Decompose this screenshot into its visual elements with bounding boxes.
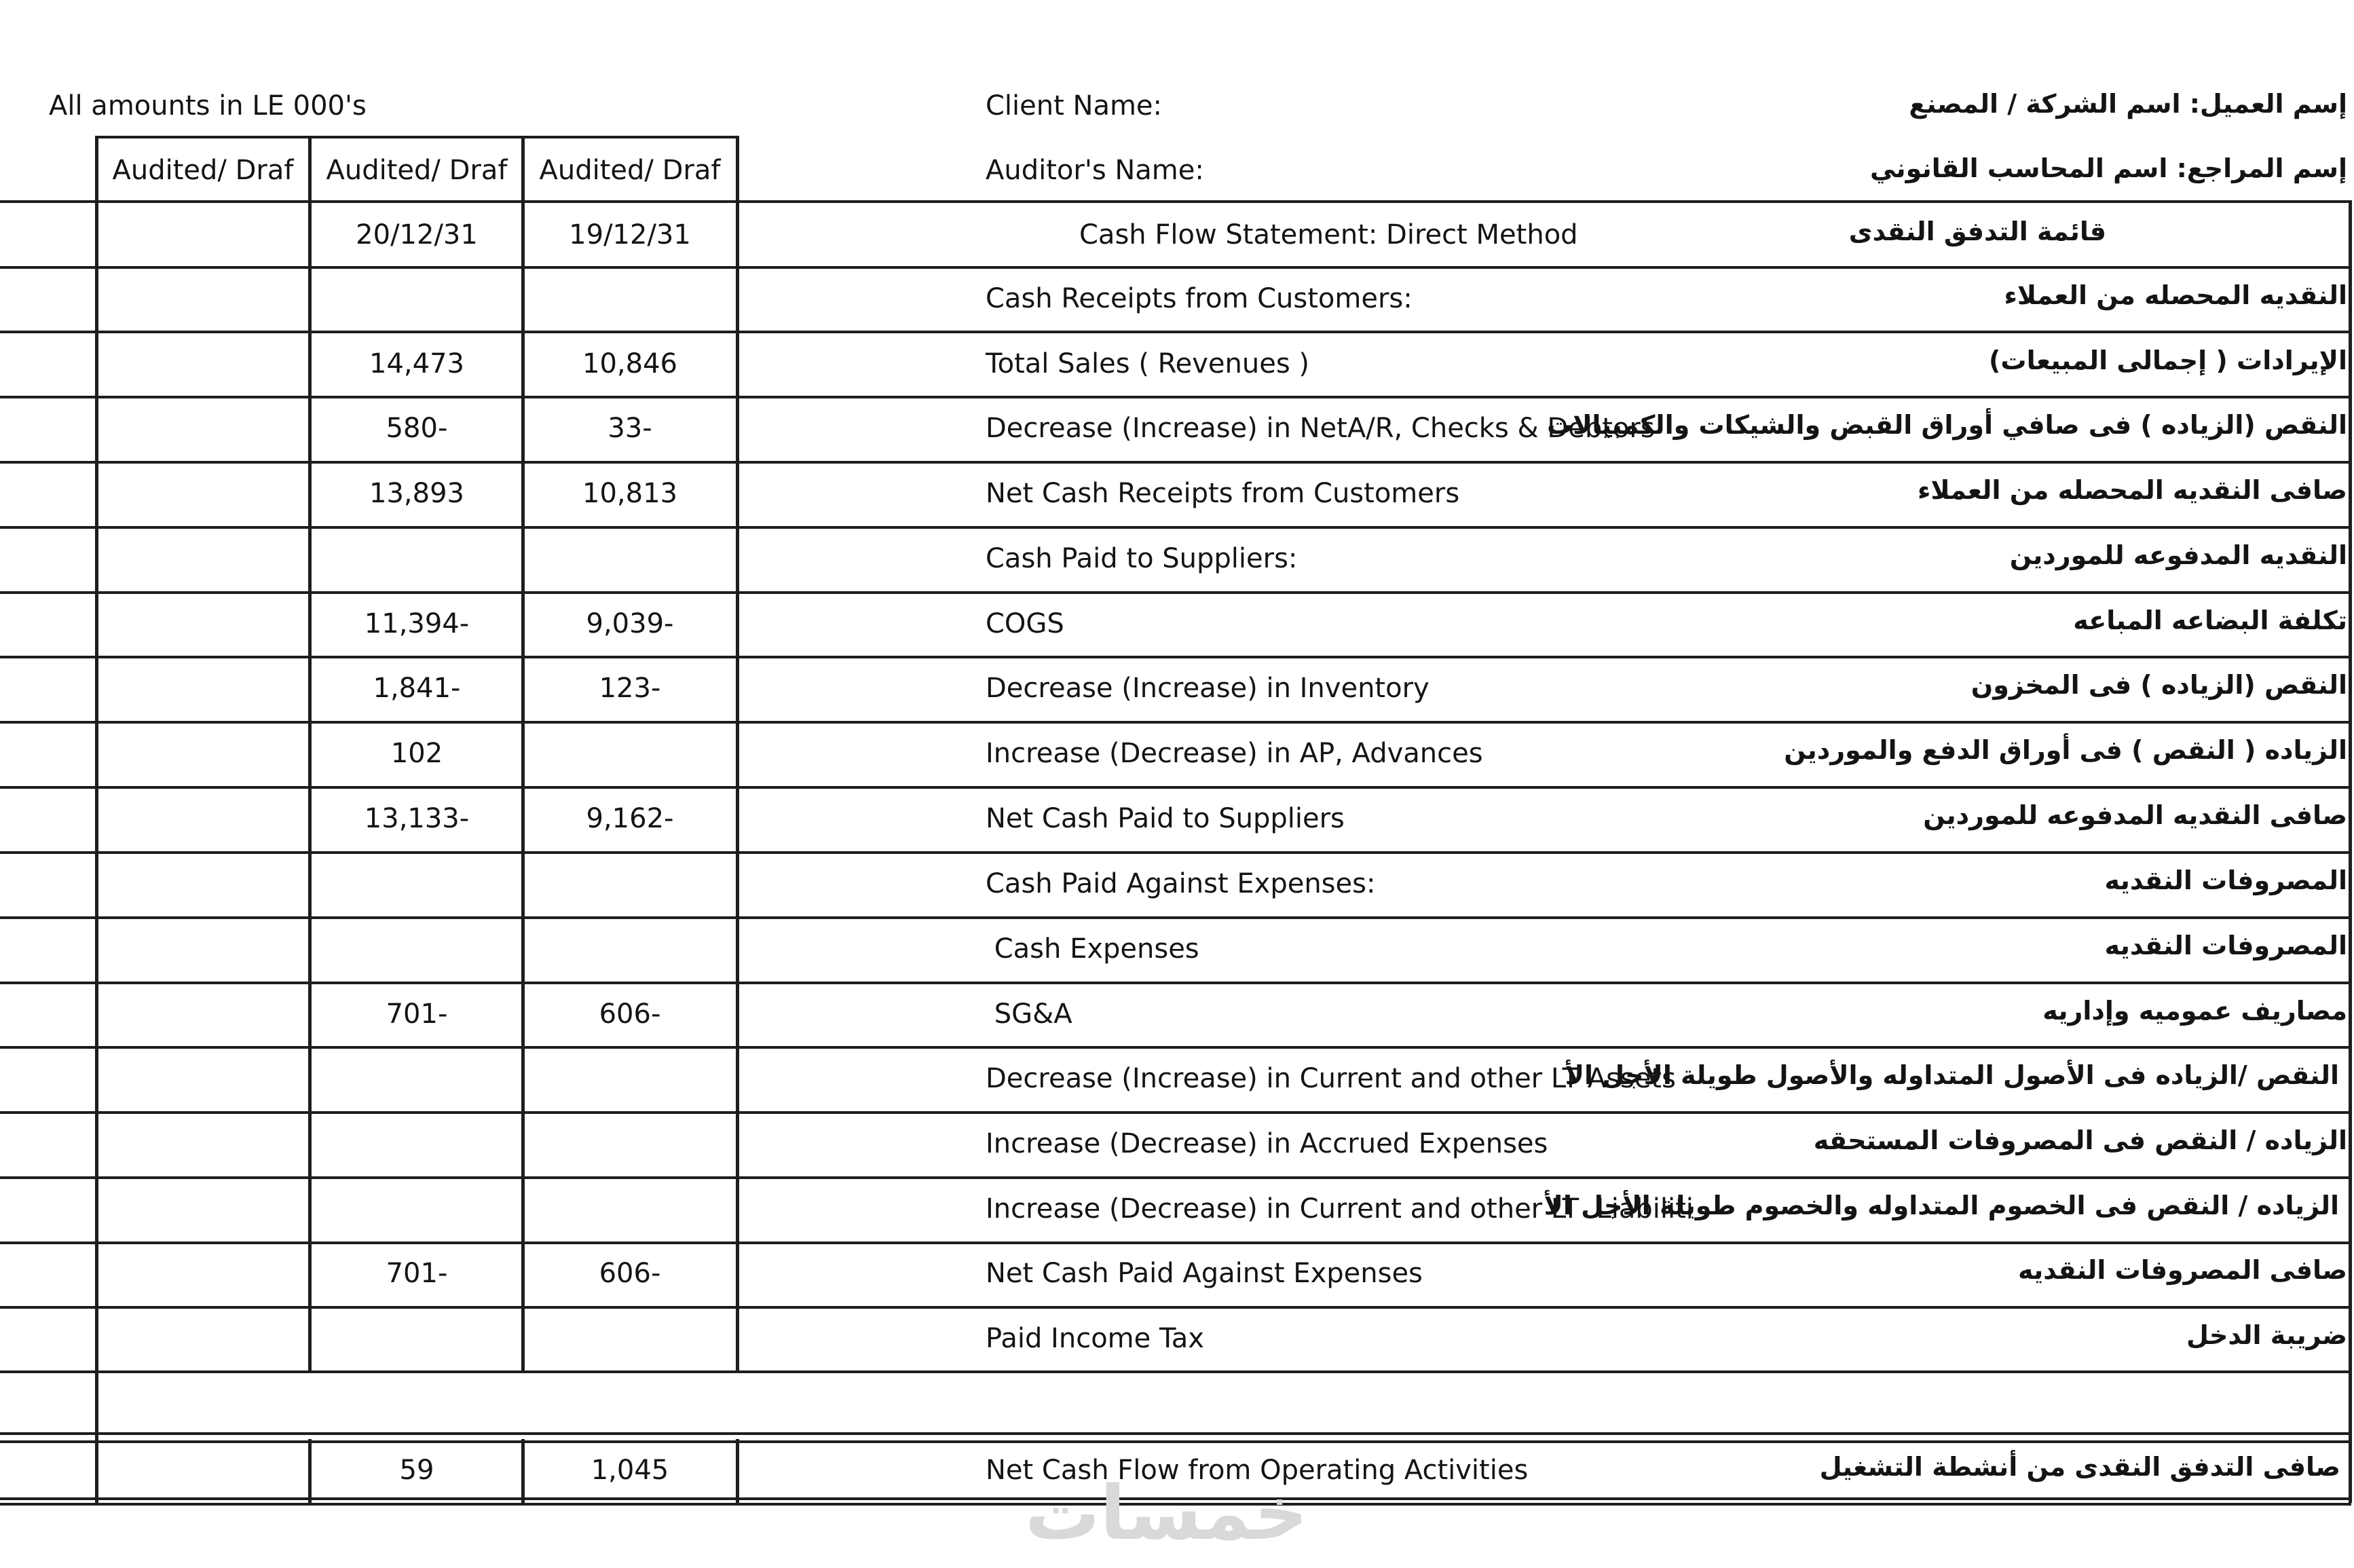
row-2020-value: 13,893 (369, 478, 464, 509)
row-2020-value: 13,133- (364, 803, 470, 834)
row-label-ar: مصاريف عموميه وإداريه (2042, 996, 2347, 1026)
row-2020-value: 701- (386, 998, 448, 1030)
grid-line-horizontal (0, 1111, 2351, 1114)
grid-line-vertical (308, 136, 312, 1373)
row-label-ar: الإيرادات ( إجمالى المبيعات) (1989, 346, 2347, 375)
grid-line-horizontal (0, 461, 2351, 464)
grid-line-horizontal (95, 136, 737, 138)
row-label-ar: النقديه المحصله من العملاء (2004, 280, 2347, 310)
total-2020-value: 59 (399, 1455, 434, 1486)
row-label: Decrease (Increase) in Current and other LT Assets (986, 1063, 1676, 1094)
row-label: Decrease (Increase) in NetA/R, Checks & Debtors (986, 413, 1655, 444)
row-label: Cash Paid Against Expenses: (986, 868, 1376, 899)
grid-line-horizontal (0, 1306, 2351, 1309)
row-label: Decrease (Increase) in Inventory (986, 673, 1430, 704)
row-label: Paid Income Tax (986, 1323, 1204, 1354)
watermark: خمسات (1025, 1470, 1308, 1556)
row-label-ar: صافى النقديه المدفوعه للموردين (1923, 800, 2347, 830)
row-label: Increase (Decrease) in Accrued Expenses (986, 1128, 1548, 1159)
statement-title: Cash Flow Statement: Direct Method (1079, 219, 1578, 250)
row-label: Cash Expenses (986, 933, 1199, 965)
row-label-ar: الزياده / النقص فى المصروفات المستحقه (1813, 1125, 2347, 1155)
grid-line-horizontal (0, 982, 2351, 984)
row-2019-value: 123- (599, 673, 661, 704)
row-label-ar: المصروفات النقديه (2104, 931, 2347, 960)
auditor-name-label-ar: إسم المراجع: اسم المحاسب القانوني (1869, 153, 2347, 183)
total-label: Net Cash Flow from Operating Activities (986, 1455, 1529, 1486)
grid-line-horizontal (0, 200, 2351, 203)
grid-line-vertical (2349, 200, 2352, 1503)
grid-line-horizontal (0, 266, 2351, 269)
row-label: Net Cash Paid Against Expenses (986, 1258, 1423, 1289)
row-label: COGS (986, 608, 1064, 639)
row-2019-value: 606- (599, 1258, 661, 1289)
row-2020-value: 14,473 (369, 348, 464, 379)
row-label: Net Cash Receipts from Customers (986, 478, 1460, 509)
grid-line-vertical (521, 1439, 525, 1503)
row-2019-value: 33- (608, 413, 652, 444)
row-label-ar: تكلفة البضاعه المباعه (2073, 605, 2347, 635)
row-label-ar: النقص /الزياده فى الأصول المتداوله والأصول طويلة الأجل الأ (1565, 1060, 2339, 1090)
grid-line-vertical (736, 136, 739, 1373)
grid-line-horizontal (0, 1370, 2351, 1373)
grid-line-horizontal (0, 396, 2351, 398)
row-label: Increase (Decrease) in Current and other LT Liabiliti (986, 1193, 1694, 1225)
column-date-2020: 20/12/31 (356, 219, 478, 250)
row-label-ar: النقص (الزياده ) فى صافي أوراق القبض والشيكات والكمبيالات (1546, 410, 2347, 440)
grid-line-horizontal (0, 1432, 2351, 1435)
row-2019-value: 10,813 (582, 478, 677, 509)
grid-line-vertical (95, 136, 98, 1503)
row-2020-value: 580- (386, 413, 448, 444)
grid-line-horizontal (0, 786, 2351, 789)
row-2020-value: 102 (390, 738, 443, 769)
row-label-ar: صافى النقديه المحصله من العملاء (1917, 475, 2347, 505)
statement-title-ar: قائمة التدفق النقدى (1848, 217, 2106, 246)
total-label-ar: صافى التدفق النقدى من أنشطة التشغيل (1819, 1452, 2340, 1482)
grid-line-horizontal (0, 1046, 2351, 1049)
row-2020-value: 701- (386, 1258, 448, 1289)
row-label: Total Sales ( Revenues ) (986, 348, 1309, 379)
total-2019-value: 1,045 (591, 1455, 669, 1486)
grid-line-horizontal (0, 1440, 2351, 1443)
row-label-ar: المصروفات النقديه (2104, 865, 2347, 895)
row-label: Cash Paid to Suppliers: (986, 543, 1298, 574)
column-status-header: Audited/ Draf (112, 155, 294, 186)
row-label-ar: ضريبة الدخل (2186, 1320, 2347, 1350)
grid-line-horizontal (0, 656, 2351, 658)
row-label: Net Cash Paid to Suppliers (986, 803, 1345, 834)
grid-line-horizontal (0, 916, 2351, 919)
grid-line-horizontal (0, 1242, 2351, 1244)
client-name-label: Client Name: (986, 90, 1162, 122)
grid-line-vertical (308, 1439, 312, 1503)
row-2019-value: 606- (599, 998, 661, 1030)
row-2020-value: 11,394- (364, 608, 470, 639)
grid-line-vertical (521, 136, 525, 1373)
row-label-ar: النقص (الزياده ) فى المخزون (1970, 670, 2347, 700)
column-date-2019: 19/12/31 (569, 219, 691, 250)
grid-line-horizontal (0, 331, 2351, 333)
grid-line-horizontal (0, 851, 2351, 854)
grid-line-horizontal (0, 721, 2351, 724)
row-2019-value: 10,846 (582, 348, 677, 379)
row-label-ar: الزياده ( النقص ) فى أوراق الدفع والموردين (1784, 735, 2347, 765)
client-name-label-ar: إسم العميل: اسم الشركة / المصنع (1909, 89, 2347, 119)
column-status-header: Audited/ Draf (326, 155, 508, 186)
amounts-note: All amounts in LE 000's (49, 90, 367, 122)
row-2019-value: 9,039- (586, 608, 674, 639)
row-label-ar: صافى المصروفات النقديه (2017, 1255, 2347, 1285)
row-label: SG&A (986, 998, 1072, 1030)
grid-line-vertical (736, 1439, 739, 1503)
column-status-header: Audited/ Draf (539, 155, 721, 186)
row-2020-value: 1,841- (373, 673, 461, 704)
grid-line-horizontal (0, 526, 2351, 529)
grid-line-horizontal (0, 1176, 2351, 1179)
row-label: Cash Receipts from Customers: (986, 283, 1413, 314)
row-label-ar: النقديه المدفوعه للموردين (2009, 540, 2347, 570)
row-2019-value: 9,162- (586, 803, 674, 834)
grid-line-horizontal (0, 591, 2351, 594)
row-label: Increase (Decrease) in AP, Advances (986, 738, 1483, 769)
auditor-name-label: Auditor's Name: (986, 155, 1204, 186)
row-label-ar: الزياده / النقص فى الخصوم المتداوله والخصوم طويلة الأجل الأ (1544, 1191, 2339, 1220)
